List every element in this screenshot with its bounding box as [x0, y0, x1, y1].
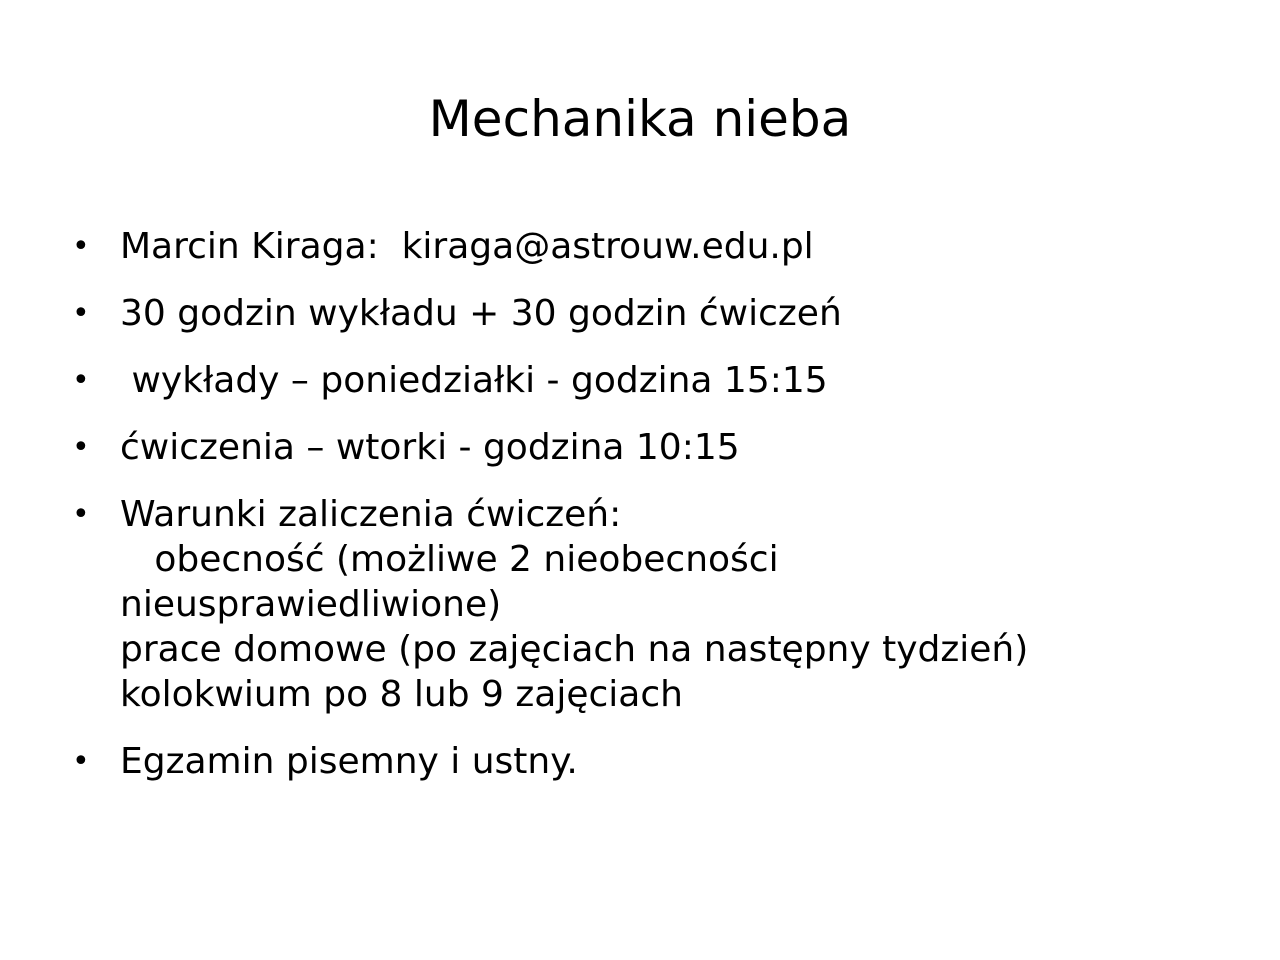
bullet-dot-icon: •	[72, 229, 90, 264]
bullet-text: Egzamin pisemny i ustny.	[120, 741, 578, 782]
bullet-item-lectures	[0, 358, 1280, 403]
bullet-text: Marcin Kiraga: kiraga@astrouw.edu.pl	[120, 226, 814, 267]
bullet-item-exam	[0, 739, 1280, 784]
bullet-text: ćwiczenia – wtorki - godzina 10:15	[120, 427, 740, 468]
bullet-text: prace domowe (po zajęciach na następny tydzień)	[120, 629, 1029, 670]
bullet-text: nieusprawiedliwione)	[120, 584, 502, 625]
bullet-text: wykłady – poniedziałki - godzina 15:15	[120, 360, 828, 401]
bullet-dot-icon: •	[72, 363, 90, 398]
bullet-item-instructor	[0, 224, 1280, 269]
bullet-item-hours	[0, 291, 1280, 336]
bullet-dot-icon: •	[72, 744, 90, 779]
slide-title: Mechanika nieba	[428, 90, 852, 148]
bullet-text: kolokwium po 8 lub 9 zajęciach	[120, 674, 683, 715]
bullet-list	[0, 224, 1280, 806]
bullet-item-exercises	[0, 425, 1280, 470]
bullet-text: Warunki zaliczenia ćwiczeń:	[120, 494, 622, 535]
bullet-dot-icon: •	[72, 497, 90, 532]
bullet-dot-icon: •	[72, 296, 90, 331]
bullet-item-conditions	[0, 492, 1280, 717]
bullet-text: 30 godzin wykładu + 30 godzin ćwiczeń	[120, 293, 842, 334]
bullet-text: obecność (możliwe 2 nieobecności	[120, 539, 779, 580]
bullet-dot-icon: •	[72, 430, 90, 465]
